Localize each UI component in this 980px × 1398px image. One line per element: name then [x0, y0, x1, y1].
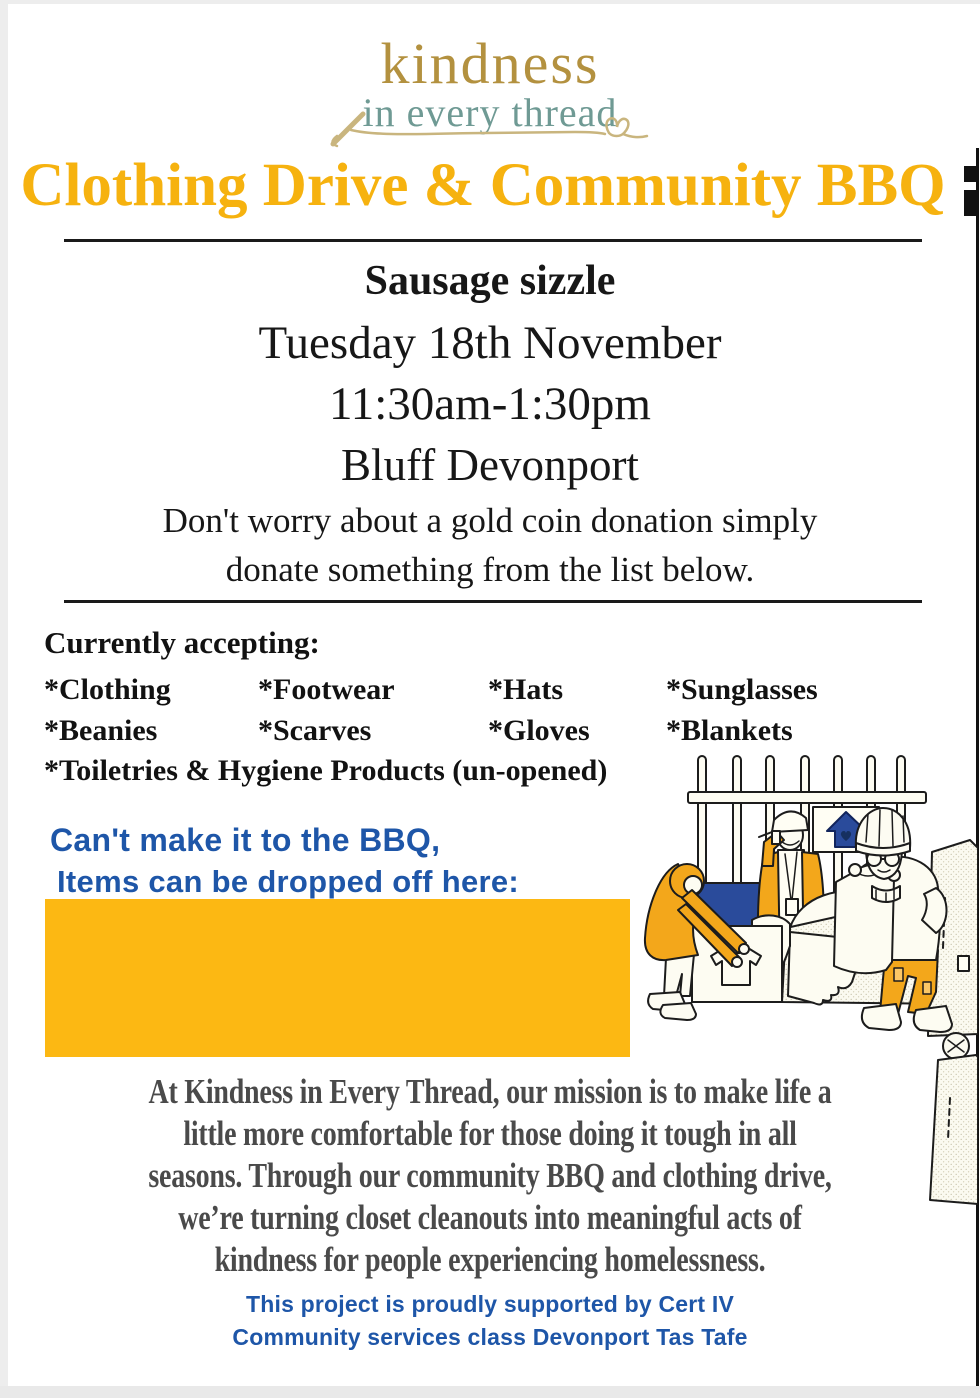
- dropoff-address-box: [45, 899, 630, 1057]
- separator-line: [64, 600, 922, 603]
- event-name: Sausage sizzle: [364, 258, 616, 304]
- accepting-item: *Hats: [488, 673, 563, 706]
- page-edge-top: [0, 0, 980, 4]
- dropoff-line2: Items can be dropped off here:: [57, 864, 520, 899]
- logo-tagline: in every thread: [362, 90, 618, 135]
- accepting-item: *Sunglasses: [666, 673, 818, 706]
- mission-line: kindness for people experiencing homelessness.: [214, 1240, 766, 1279]
- event-date: Tuesday 18th November: [258, 317, 722, 369]
- needle-thread-icon: [325, 106, 655, 150]
- accepting-item: *Clothing: [44, 673, 171, 706]
- mission-line: At Kindness in Every Thread, our mission is to make life a: [148, 1072, 832, 1111]
- donation-note-line2: donate something from the list below.: [225, 550, 755, 589]
- accepting-item-toiletries: *Toiletries & Hygiene Products (un-opened): [44, 754, 608, 787]
- page-title: Clothing Drive & Community BBQ: [20, 152, 946, 219]
- event-location: Bluff Devonport: [341, 440, 639, 490]
- dropoff-line1: Can't make it to the BBQ,: [50, 822, 441, 858]
- logo-wordmark: kindness: [380, 31, 600, 96]
- footer-support-line1: This project is proudly supported by Cert IV: [245, 1291, 735, 1317]
- accepting-item: *Scarves: [258, 714, 372, 747]
- accepting-item: *Blankets: [666, 714, 793, 747]
- accepting-row-1: [44, 672, 818, 708]
- accepting-row-2: [44, 713, 793, 749]
- accepting-heading: Currently accepting:: [44, 625, 320, 660]
- mission-line: we’re turning closet cleanouts into meaningful acts of: [178, 1198, 802, 1237]
- donation-note-line1: Don't worry about a gold coin donation simply: [162, 501, 818, 540]
- page-edge-bottom: [0, 1386, 980, 1398]
- accepting-item: *Gloves: [488, 714, 590, 747]
- mission-line: seasons. Through our community BBQ and clothing drive,: [148, 1156, 832, 1195]
- event-time: 11:30am-1:30pm: [328, 378, 651, 430]
- accepting-item: *Footwear: [258, 673, 395, 706]
- footer-support-line2: Community services class Devonport Tas Tafe: [232, 1324, 748, 1350]
- mission-line: little more comfortable for those doing it tough in all: [183, 1114, 797, 1153]
- separator-line: [64, 239, 922, 242]
- mission-statement: [0, 1071, 980, 1281]
- accepting-item: *Beanies: [44, 714, 158, 747]
